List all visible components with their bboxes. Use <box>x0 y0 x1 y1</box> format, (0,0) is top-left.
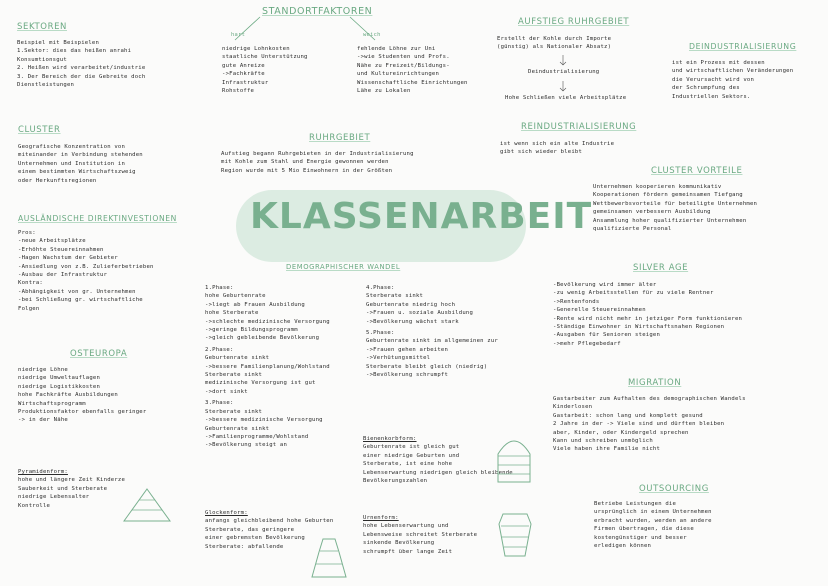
text-line: Bevölkerungszahlen <box>363 478 428 485</box>
text-line: Unternehmen kooperieren kommunikativ <box>593 184 722 190</box>
text-line: hohe und längere Zeit Kinderze <box>18 477 126 484</box>
text-line: -Abhängigkeit von gr. Unternehmen <box>18 288 136 295</box>
text-line: -Bevölkerung wird immer älter <box>553 282 657 288</box>
text-line: ->wie Studenten und Profs. <box>357 54 450 61</box>
text-line: Konsumtionsgut <box>17 56 67 63</box>
text-line: 1.Sektor: dies das heißen anrahi <box>17 48 132 55</box>
aufstieg-step: Deindustrialisierung <box>528 69 600 75</box>
text-line: Rohstoffe <box>222 88 255 95</box>
text-line: einem bestimmten Wirtschaftszweig <box>18 169 136 176</box>
text-line: gibt sich wieder bleibt <box>500 149 583 156</box>
text-line: Produktionsfaktor ebenfalls geringer <box>18 409 147 416</box>
heading-sektoren: SEKTOREN <box>17 22 67 32</box>
text-line: der Schrumpfung des <box>672 85 740 92</box>
text-line: ->bessere medizinische Versorgung <box>205 417 323 424</box>
text-line: einer niedrige Geburten und <box>363 452 460 459</box>
pyramid-icon <box>122 487 172 523</box>
title-banner <box>236 190 593 262</box>
text-line: ->bessere Familienplanung/Wohlstand <box>205 363 330 370</box>
text-line: schrumpft über lange Zeit <box>363 548 453 555</box>
block-bienenkorb <box>363 435 513 485</box>
block-osteuropa <box>18 366 146 425</box>
text-line: -bei Schließung gr. wirtschaftliche <box>18 297 143 304</box>
text-line: Dienstleistungen <box>17 82 75 89</box>
text-line: Kooperationen fördern gemeinsamen Tiefgang <box>593 192 743 199</box>
text-line: -Hagen Wachstum der Gebieter <box>18 255 118 262</box>
block-aufstieg <box>497 35 611 52</box>
text-line: Infrastruktur <box>222 79 269 86</box>
text-line: (günstig) als Nationaler Absatz) <box>497 44 612 51</box>
text-line: ursprünglich in einem Unternehmen <box>594 509 712 516</box>
text-line: hohe Geburtenrate <box>205 293 266 300</box>
text-line: ->Rentenfonds <box>553 298 600 305</box>
text-line: miteinander in Verbindung stehenden <box>18 152 143 159</box>
text-line: Pros: <box>18 230 36 236</box>
heading-standortfaktoren: STANDORTFAKTOREN <box>262 6 373 17</box>
text-line: aber, Kinder, oder Kindergeld sprechen <box>553 429 689 436</box>
text-line: niedrige Logistikkosten <box>18 383 101 390</box>
block-wandel-col2 <box>366 281 498 379</box>
block-urnen <box>363 514 477 556</box>
text-line: Aufstieg begann Ruhrgebieten in der Industrialisierung <box>221 151 414 157</box>
text-line: Sterberate: abfallende <box>205 543 284 550</box>
page-title: KLASSENARBEIT <box>250 196 593 237</box>
text-line: Kontra: <box>18 280 43 287</box>
text-line: medizinische Versorgung ist gut <box>205 380 316 387</box>
text-line: niedrige Löhne <box>18 367 68 373</box>
text-line: erbracht wurden, werden an andere <box>594 517 712 524</box>
text-line: -Generelle Steuereinnahmen <box>553 307 646 314</box>
text-line: Kontrolle <box>18 502 51 509</box>
text-line: ist wenn sich ein alte Industrie <box>500 141 615 147</box>
text-line: 5.Phase: <box>366 330 395 337</box>
text-line: -Ansiedlung von z.B. Zulieferbetrieben <box>18 263 154 270</box>
text-line: -Ausbau der Infrastruktur <box>18 272 108 279</box>
text-line: 1.Phase: <box>205 285 234 291</box>
text-line: -Ständige Einwohner in Wirtschaftsnahen Regionen <box>553 324 725 331</box>
heading-bienenkorb: Bienenkorbform: <box>363 436 417 442</box>
text-line: Region wurde mit 5 Mio Einwohnern in der Größten <box>221 167 393 174</box>
label-hart: hart <box>231 32 246 38</box>
text-line: Geburtenrate sinkt <box>205 355 270 362</box>
text-line: Wirtschaftsprogramm <box>18 400 86 407</box>
heading-glocke: Glockenform: <box>205 510 248 516</box>
block-cluster-vorteile <box>593 183 757 233</box>
aufstieg-step2: Hohe Schließen viele Arbeitsplätze <box>505 95 627 101</box>
text-line: 3. Der Bereich der die Gebreite doch <box>17 73 146 80</box>
text-line: Beispiel mit Beispielen <box>17 40 100 46</box>
text-line: Betriebe Leistungen die <box>594 501 677 507</box>
urnen-lines <box>363 522 477 556</box>
text-line: mit Kohle zum Stahl und Energie gewonnen werden <box>221 159 389 166</box>
text-line: oder Herkunftsregionen <box>18 177 97 184</box>
label-weich: weich <box>363 32 381 38</box>
block-weich <box>357 45 468 95</box>
block-reindustrialisierung <box>500 140 614 157</box>
text-line: Viele haben ihre Familie nicht <box>553 446 661 453</box>
block-wandel-col1 <box>205 281 330 450</box>
text-line: ->Bevölkerung steigt an <box>205 442 288 449</box>
text-line: Geburtenrate sinkt im allgemeinen zur <box>366 338 499 345</box>
text-line: ->liegt ab Frauen Ausbildung <box>205 301 305 308</box>
heading-ruhrgebiet: RUHRGEBIET <box>309 133 371 143</box>
text-line: ->gleich gebleibende Bevölkerung <box>205 335 320 342</box>
text-line: Sterberate sinkt <box>205 408 263 415</box>
text-line: gemeinsamen verbessern Ausbildung <box>593 209 711 216</box>
text-line: 2 Jahre in der -> Viele sind und dürften bleiben <box>553 421 725 428</box>
text-line: Lebensweise schreitet Sterberate <box>363 531 478 538</box>
heading-pyramide: Pyramidenform: <box>18 469 68 475</box>
text-line: und Kultureinrichtungen <box>357 71 440 78</box>
text-line: Sterberate, ist eine hohe <box>363 461 453 468</box>
text-line: Industriellen Sektors. <box>672 93 751 100</box>
text-line: qualifizierte Personal <box>593 226 672 233</box>
text-line: Geburtenrate niedrig hoch <box>366 301 456 308</box>
text-line: ->dort sinkt <box>205 388 248 395</box>
heading-urnen: Urnenform: <box>363 515 399 521</box>
text-line: Nähe zu Freizeit/Bildungs- <box>357 62 450 69</box>
text-line: -Erhöhte Steuereinnahmen <box>18 246 104 253</box>
text-line: ->Frauen gehen arbeiten <box>366 346 449 353</box>
text-line: ->geringe Bildungsprogramm <box>205 327 298 334</box>
text-line: Erstellt der Kohle durch Importe <box>497 36 612 42</box>
text-line: -neue Arbeitsplätze <box>18 238 86 245</box>
text-line: ->Familienprogramme/Wohlstand <box>205 433 309 440</box>
block-hart <box>222 45 308 95</box>
block-outsourcing <box>594 500 712 550</box>
block-deindustrialisierung <box>672 59 793 101</box>
text-line: gute Anreize <box>222 62 265 69</box>
text-line: Geburtenrate sinkt <box>205 425 270 432</box>
text-line: Sauberkeit und Sterberate <box>18 485 108 492</box>
text-line: 3.Phase: <box>205 400 234 407</box>
text-line: erledigen können <box>594 543 652 550</box>
text-line: ->Verhütungsmittel <box>366 355 431 362</box>
text-line: 4.Phase: <box>366 285 395 291</box>
text-line: Firmen übertragen, die diese <box>594 526 694 533</box>
text-line: Lebenserwartung niedrigen gleich bleibende <box>363 469 513 476</box>
block-pyramide <box>18 468 125 510</box>
text-line: -Ausgaben für Senioren steigen <box>553 332 661 339</box>
text-line: niedrige Lohnkosten <box>222 46 290 52</box>
text-line: Sterberate sinkt <box>366 293 424 300</box>
text-line: -zu wenig Arbeitsstellen für zu viele Rentner <box>553 290 714 297</box>
down-arrows <box>558 55 568 95</box>
text-line: kostengünstiger und besser <box>594 534 687 541</box>
heading-reindustrialisierung: REINDUSTRIALISIERUNG <box>521 122 637 132</box>
block-ruhrgebiet <box>221 150 414 175</box>
text-line: Sterberate bleibt gleich (niedrig) <box>366 363 488 370</box>
text-line: sinkende Bevölkerung <box>363 540 435 547</box>
text-line: niedrige Umweltauflagen <box>18 375 101 382</box>
heading-silver-age: SILVER AGE <box>633 263 689 273</box>
heading-cluster-vorteile: CLUSTER VORTEILE <box>651 166 743 176</box>
text-line: einer gebremsten Bevölkerung <box>205 535 305 542</box>
text-line: Kann und schreiben unmöglich <box>553 438 653 445</box>
text-line: Gastarbeiter zum Aufhalten des demographischen Wandels <box>553 396 746 402</box>
text-line: -Rente wird nicht mehr in jetziger Form funktionieren <box>553 315 743 322</box>
text-line: ->Fachkräfte <box>222 71 265 78</box>
bell-icon <box>306 537 352 579</box>
pyramide-lines <box>18 476 125 510</box>
text-line: Sterberate, das geringere <box>205 526 295 533</box>
block-cluster <box>18 143 143 185</box>
text-line: ist ein Prozess mit dessen <box>672 60 765 66</box>
text-line: hohe Sterberate <box>205 310 259 317</box>
heading-migration: MIGRATION <box>628 378 682 388</box>
text-line: Ansammlung hoher qualifizierter Unternehmen <box>593 217 747 224</box>
text-line: Geografische Konzentration von <box>18 144 126 150</box>
bienenkorb-lines <box>363 443 513 485</box>
text-line: ->Bevölkerung wächst stark <box>366 318 459 325</box>
heading-adi: AUSLÄNDISCHE DIREKTINVESTIONEN <box>18 214 177 223</box>
text-line: und wirtschaftlichen Veränderungen <box>672 68 794 75</box>
text-line: 2.Phase: <box>205 346 234 353</box>
urn-icon <box>495 510 535 558</box>
text-line: Sterberate sinkt <box>205 372 263 379</box>
beehive-icon <box>492 432 536 484</box>
text-line: ->schlechte medizinische Versorgung <box>205 318 330 325</box>
text-line: staatliche Unterstützung <box>222 54 308 61</box>
text-line: Gastarbeit: schon lang und komplett gesund <box>553 412 703 419</box>
text-line: Lähe zu Lokalen <box>357 88 411 95</box>
block-migration <box>553 395 746 454</box>
heading-outsourcing: OUTSOURCING <box>639 484 709 494</box>
text-line: die Verursacht wird von <box>672 76 755 83</box>
block-silver-age <box>553 281 742 348</box>
text-line: Wissenschaftliche Einrichtungen <box>357 79 468 86</box>
text-line: niedrige Lebensalter <box>18 494 90 501</box>
text-line: -> in der Nähe <box>18 417 68 424</box>
text-line: Wettbewerbsvorteile für beteiligte Unternehmen <box>593 200 758 207</box>
text-line: Folgen <box>18 305 40 312</box>
heading-osteuropa: OSTEUROPA <box>70 349 128 359</box>
text-line: ->mehr Pflegebedarf <box>553 340 621 347</box>
heading-cluster: CLUSTER <box>18 125 61 135</box>
text-line: 2. Heißen wird verarbeitet/industrie <box>17 65 146 72</box>
branch-arrows <box>220 14 390 44</box>
text-line: Kinderlosen <box>553 404 593 411</box>
heading-deindustrialisierung: DEINDUSTRIALISIERUNG <box>689 42 797 51</box>
text-line: Geburtenrate ist gleich gut <box>363 444 460 451</box>
block-sektoren <box>17 39 145 89</box>
text-line: ->Bevölkerung schrumpft <box>366 372 449 379</box>
heading-aufstieg: AUFSTIEG RUHRGEBIET <box>518 17 630 27</box>
block-adi <box>18 229 154 313</box>
text-line: fehlende Löhne zur Uni <box>357 46 436 52</box>
text-line: Unternehmen und Institution in <box>18 160 126 167</box>
text-line: ->Frauen u. soziale Ausbildung <box>366 310 474 317</box>
heading-wandel: DEMOGRAPHISCHER WANDEL <box>286 263 401 271</box>
text-line: hohe Fachkräfte Ausbildungen <box>18 392 118 399</box>
text-line: anfangs gleichbleibend hohe Geburten <box>205 518 334 525</box>
text-line: hohe Lebenserwartung und <box>363 523 449 530</box>
